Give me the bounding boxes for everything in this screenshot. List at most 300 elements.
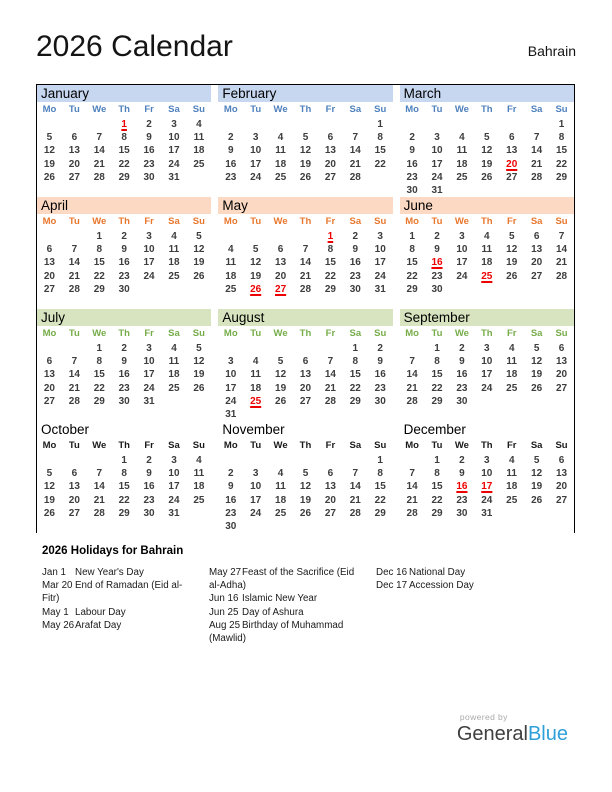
day-cell: 15 — [431, 369, 443, 381]
day-cell: 16 — [143, 481, 155, 493]
day-cell: 5 — [508, 231, 515, 242]
day-cell: 16 — [118, 257, 130, 269]
day-cell: 27 — [531, 270, 543, 282]
day-cell: 27 — [506, 171, 518, 183]
day-cell: 16 — [431, 257, 443, 269]
day-cell: 21 — [531, 158, 543, 170]
weekday-label: Fr — [144, 440, 154, 451]
holiday-date: May 27 — [209, 567, 242, 578]
weekday-label: Su — [192, 328, 205, 339]
weekday-label: Tu — [68, 104, 80, 115]
month-september — [400, 309, 574, 421]
day-cell: 29 — [374, 507, 386, 519]
day-cell: 19 — [506, 257, 518, 269]
month-name: October — [37, 421, 211, 438]
day-cell: 16 — [406, 158, 418, 170]
day-cell: 24 — [481, 494, 493, 506]
day-cell: 31 — [374, 283, 386, 295]
day-cell: 8 — [327, 244, 334, 256]
day-cell: 20 — [531, 257, 543, 269]
day-cell: 11 — [168, 244, 180, 256]
day-cell-empty — [268, 408, 293, 421]
weekday-row — [218, 102, 392, 118]
day-cell-empty — [37, 342, 62, 355]
month-july — [37, 309, 211, 421]
day-cell: 26 — [193, 270, 205, 282]
day-cell: 20 — [299, 382, 312, 394]
holiday-name: Feast of the Sacrifice (Eid al-Adha) — [209, 567, 355, 592]
weekday-label: We — [454, 216, 469, 227]
day-cell-empty — [218, 118, 243, 131]
day-cell: 10 — [143, 356, 155, 368]
weekday-row — [218, 214, 392, 230]
holiday-entry — [209, 592, 376, 605]
day-cell: 10 — [481, 468, 493, 480]
day-cell: 4 — [196, 119, 202, 130]
day-cell-empty — [268, 342, 293, 355]
calendar-grid — [36, 84, 575, 533]
month-name: December — [400, 421, 574, 438]
holiday-entry — [42, 619, 209, 632]
day-cell: 19 — [531, 481, 543, 493]
day-cell: 26 — [506, 270, 518, 282]
month-october — [37, 421, 211, 533]
weekday-row — [400, 102, 574, 118]
day-cell: 21 — [349, 494, 361, 506]
day-cell: 17 — [143, 369, 155, 381]
weekday-row — [218, 438, 392, 454]
day-cell: 21 — [555, 257, 568, 269]
day-cell: 18 — [481, 257, 493, 269]
day-cell: 17 — [456, 257, 468, 269]
day-cell: 9 — [409, 145, 415, 157]
day-cell: 10 — [456, 244, 468, 256]
month-name: November — [218, 421, 392, 438]
day-cell: 21 — [68, 382, 80, 394]
day-cell: 20 — [275, 270, 287, 282]
day-cell: 4 — [171, 231, 177, 242]
day-cell: 5 — [484, 132, 490, 144]
day-cell: 31 — [143, 395, 155, 407]
day-cell: 28 — [68, 395, 80, 407]
holiday-column — [376, 566, 556, 592]
day-cell: 15 — [431, 481, 443, 493]
weekday-label: Tu — [250, 440, 262, 451]
day-cell: 2 — [409, 132, 415, 144]
day-cell-empty — [499, 283, 524, 296]
weekday-row — [37, 438, 211, 454]
day-cell: 22 — [374, 158, 386, 170]
day-cell-empty — [343, 408, 368, 421]
day-cell: 8 — [377, 132, 383, 144]
day-cell: 6 — [46, 244, 53, 256]
day-cell: 19 — [193, 257, 205, 269]
days-grid — [400, 118, 574, 197]
month-june — [400, 197, 574, 309]
day-cell-empty — [524, 283, 549, 296]
day-cell: 2 — [227, 468, 234, 480]
day-cell: 19 — [531, 369, 543, 381]
weekday-label: Sa — [530, 216, 543, 227]
month-name: July — [37, 309, 211, 326]
day-cell: 3 — [171, 455, 177, 466]
day-cell: 21 — [406, 382, 418, 394]
day-cell: 9 — [434, 244, 440, 256]
brand-blue: Blue — [527, 723, 568, 745]
day-cell: 19 — [481, 158, 493, 170]
month-name: August — [218, 309, 392, 326]
weekday-label: Sa — [349, 328, 362, 339]
day-cell: 6 — [71, 132, 78, 144]
day-cell: 7 — [409, 356, 415, 368]
day-cell: 26 — [43, 507, 55, 519]
day-cell: 8 — [121, 132, 127, 144]
weekday-label: We — [92, 216, 107, 227]
day-cell: 21 — [406, 494, 418, 506]
days-grid — [218, 454, 392, 533]
day-cell: 12 — [506, 244, 518, 256]
day-cell: 31 — [168, 507, 180, 519]
day-cell-empty — [524, 184, 549, 197]
day-cell: 18 — [456, 158, 468, 170]
weekday-row — [37, 102, 211, 118]
day-cell-empty — [87, 118, 112, 131]
weekday-row — [37, 326, 211, 342]
day-cell: 20 — [68, 158, 80, 170]
weekday-label: Mo — [42, 104, 57, 115]
brand-wordmark — [457, 723, 568, 745]
weekday-label: Th — [299, 216, 312, 227]
brand-general: General — [456, 723, 528, 745]
day-cell: 8 — [96, 356, 103, 368]
day-cell-empty — [549, 184, 574, 197]
day-cell: 23 — [143, 158, 155, 170]
day-cell: 11 — [193, 468, 205, 480]
day-cell: 2 — [352, 231, 359, 242]
day-cell: 15 — [93, 257, 105, 269]
day-cell: 2 — [146, 119, 152, 130]
powered-by-label: powered by — [459, 712, 508, 722]
day-cell: 20 — [324, 494, 336, 506]
day-cell: 17 — [143, 257, 155, 269]
month-december — [400, 421, 574, 533]
day-cell: 24 — [225, 395, 237, 407]
weekday-label: We — [273, 216, 288, 227]
day-cell: 2 — [459, 455, 465, 466]
weekday-label: Su — [192, 104, 205, 115]
day-cell: 11 — [481, 244, 493, 256]
day-cell: 23 — [225, 171, 237, 183]
day-cell: 29 — [93, 283, 105, 295]
day-cell: 23 — [118, 270, 130, 282]
day-cell: 6 — [327, 468, 334, 480]
day-cell: 4 — [484, 231, 490, 242]
day-cell: 1 — [558, 119, 565, 130]
day-cell: 6 — [533, 231, 540, 242]
day-cell: 21 — [68, 270, 80, 282]
day-cell: 10 — [250, 145, 262, 157]
weekday-label: Tu — [431, 328, 443, 339]
day-cell: 23 — [225, 507, 237, 519]
day-cell-empty — [400, 118, 425, 131]
day-cell-empty — [549, 395, 574, 408]
day-cell: 3 — [227, 356, 234, 368]
weekday-label: Fr — [144, 104, 154, 115]
weekday-label: Fr — [506, 104, 517, 115]
day-cell-empty — [293, 230, 318, 243]
day-cell: 19 — [43, 158, 55, 170]
day-cell: 3 — [146, 343, 152, 354]
days-grid — [400, 230, 574, 296]
day-cell-empty — [293, 520, 318, 533]
day-cell: 28 — [406, 395, 418, 407]
day-cell: 19 — [193, 369, 205, 381]
day-cell-empty — [162, 395, 187, 408]
day-cell-empty — [293, 454, 318, 467]
weekday-label: Su — [555, 328, 568, 339]
weekday-label: Su — [555, 440, 568, 451]
masthead — [36, 30, 576, 64]
day-cell: 1 — [121, 455, 127, 466]
day-cell: 5 — [46, 132, 53, 144]
day-cell: 30 — [118, 395, 130, 407]
day-cell: 22 — [555, 158, 568, 170]
day-cell: 24 — [250, 507, 262, 519]
day-cell: 25 — [275, 171, 287, 183]
day-cell-empty — [186, 283, 211, 296]
day-cell: 7 — [71, 356, 78, 368]
day-cell: 6 — [508, 132, 515, 144]
day-cell: 30 — [374, 395, 386, 407]
day-cell: 29 — [555, 171, 568, 183]
holiday-column — [42, 566, 209, 632]
day-cell-empty — [343, 520, 368, 533]
day-cell-empty — [218, 342, 243, 355]
month-name: April — [37, 197, 211, 214]
day-cell: 22 — [406, 270, 418, 282]
day-cell: 29 — [349, 395, 361, 407]
day-cell: 2 — [121, 231, 127, 242]
day-cell-empty — [243, 342, 268, 355]
day-cell: 10 — [143, 244, 155, 256]
day-cell: 20 — [68, 494, 80, 506]
day-cell: 13 — [555, 468, 568, 480]
day-cell-empty — [549, 283, 574, 296]
weekday-label: Sa — [349, 216, 362, 227]
month-february — [218, 85, 392, 197]
days-grid — [400, 454, 574, 520]
holiday-entry — [376, 579, 556, 592]
day-cell-empty — [243, 118, 268, 131]
day-cell: 29 — [324, 283, 336, 295]
holiday-name: National Day — [409, 567, 466, 578]
day-cell: 12 — [193, 356, 205, 368]
day-cell: 6 — [46, 356, 53, 368]
day-cell: 15 — [374, 481, 386, 493]
weekday-label: Tu — [68, 440, 80, 451]
day-cell-empty — [218, 454, 243, 467]
day-cell: 27 — [555, 494, 568, 506]
day-cell: 10 — [431, 145, 443, 157]
month-november — [218, 421, 392, 533]
day-cell: 28 — [555, 270, 568, 282]
day-cell: 30 — [431, 283, 443, 295]
day-cell-empty — [449, 184, 474, 197]
holiday-name: Accession Day — [409, 580, 474, 592]
holiday-date: Dec 16 — [376, 567, 408, 578]
days-grid — [37, 454, 211, 520]
day-cell: 1 — [96, 231, 103, 242]
day-cell: 29 — [93, 395, 105, 407]
weekday-label: We — [92, 104, 107, 115]
day-cell: 7 — [533, 132, 540, 144]
day-cell: 31 — [481, 507, 493, 519]
weekday-label: Tu — [250, 104, 262, 115]
day-cell: 23 — [349, 270, 361, 282]
day-cell: 11 — [456, 145, 468, 157]
day-cell: 17 — [431, 158, 443, 170]
day-cell: 8 — [434, 468, 440, 480]
day-cell: 28 — [93, 171, 105, 183]
day-cell: 20 — [555, 369, 568, 381]
day-cell: 28 — [324, 395, 336, 407]
day-cell: 14 — [93, 481, 105, 493]
day-cell: 7 — [352, 132, 359, 144]
day-cell: 9 — [459, 468, 465, 480]
weekday-label: Mo — [223, 328, 238, 339]
day-cell: 30 — [143, 171, 155, 183]
weekday-label: We — [92, 440, 107, 451]
day-cell: 30 — [456, 395, 468, 407]
day-cell: 22 — [374, 494, 386, 506]
weekday-label: Mo — [42, 440, 57, 451]
day-cell: 7 — [71, 244, 78, 256]
day-cell: 15 — [118, 481, 130, 493]
day-cell: 10 — [168, 468, 180, 480]
day-cell: 22 — [431, 494, 443, 506]
day-cell: 17 — [374, 257, 386, 269]
day-cell: 5 — [533, 455, 540, 466]
day-cell-empty — [318, 118, 343, 131]
day-cell: 26 — [193, 382, 205, 394]
day-cell: 28 — [349, 507, 361, 519]
day-cell: 14 — [555, 244, 568, 256]
day-cell: 9 — [352, 244, 359, 256]
day-cell: 16 — [225, 494, 237, 506]
day-cell: 28 — [406, 507, 418, 519]
day-cell: 10 — [250, 481, 262, 493]
day-cell: 16 — [349, 257, 361, 269]
day-cell: 20 — [506, 158, 518, 170]
day-cell: 1 — [96, 343, 103, 354]
day-cell: 11 — [168, 356, 180, 368]
holiday-date: Jun 16 — [209, 593, 239, 605]
day-cell: 27 — [68, 171, 80, 183]
day-cell: 28 — [68, 283, 80, 295]
weekday-label: Su — [374, 440, 387, 451]
holiday-date: May 1 — [42, 606, 69, 618]
country-label: Bahrain — [527, 43, 576, 59]
day-cell-empty — [318, 454, 343, 467]
weekday-label: Fr — [325, 328, 336, 339]
day-cell: 24 — [481, 382, 493, 394]
day-cell-empty — [474, 118, 499, 131]
day-cell: 14 — [299, 257, 312, 269]
day-cell: 15 — [349, 369, 361, 381]
day-cell: 13 — [555, 356, 568, 368]
weekday-label: Sa — [530, 104, 543, 115]
day-cell: 3 — [252, 132, 259, 144]
day-cell: 6 — [302, 356, 309, 368]
weekday-label: We — [454, 440, 469, 451]
day-cell: 8 — [409, 244, 415, 256]
weekday-label: Tu — [431, 104, 443, 115]
day-cell: 12 — [481, 145, 493, 157]
day-cell: 18 — [250, 382, 262, 394]
weekday-label: Th — [481, 440, 493, 451]
month-name: September — [400, 309, 574, 326]
day-cell: 17 — [250, 158, 262, 170]
day-cell: 7 — [352, 468, 359, 480]
day-cell-empty — [186, 171, 211, 184]
day-cell: 4 — [252, 356, 259, 368]
day-cell: 20 — [555, 481, 568, 493]
weekday-label: Fr — [506, 216, 517, 227]
weekday-label: Tu — [68, 216, 80, 227]
day-cell: 12 — [299, 145, 312, 157]
holiday-name: Arafat Day — [75, 619, 122, 631]
weekday-label: Fr — [506, 440, 517, 451]
day-cell: 1 — [121, 119, 127, 130]
day-cell: 15 — [324, 257, 336, 269]
day-cell: 9 — [377, 356, 383, 368]
day-cell: 24 — [168, 494, 180, 506]
page-title: 2026 Calendar — [36, 30, 233, 63]
day-cell: 12 — [250, 257, 262, 269]
day-cell: 21 — [349, 158, 361, 170]
holiday-date: Aug 25 — [209, 619, 241, 631]
month-april — [37, 197, 211, 309]
day-cell: 1 — [434, 455, 440, 466]
day-cell: 1 — [377, 455, 383, 466]
weekday-label: Mo — [42, 328, 57, 339]
day-cell-empty — [368, 520, 393, 533]
day-cell: 23 — [406, 171, 418, 183]
day-cell-empty — [449, 283, 474, 296]
day-cell: 4 — [508, 343, 515, 354]
weekday-row — [400, 214, 574, 230]
day-cell-empty — [268, 230, 293, 243]
day-cell: 26 — [299, 171, 312, 183]
day-cell: 15 — [93, 369, 105, 381]
day-cell: 18 — [275, 494, 287, 506]
day-cell: 28 — [299, 283, 312, 295]
day-cell: 9 — [121, 356, 127, 368]
day-cell-empty — [37, 454, 62, 467]
day-cell: 5 — [302, 468, 309, 480]
day-cell: 16 — [225, 158, 237, 170]
day-cell-empty — [524, 395, 549, 408]
weekday-label: Su — [555, 216, 568, 227]
day-cell: 23 — [431, 270, 443, 282]
holiday-name: Islamic New Year — [242, 593, 318, 605]
weekday-label: Su — [374, 216, 387, 227]
day-cell: 24 — [431, 171, 443, 183]
day-cell: 26 — [275, 395, 287, 407]
holiday-date: May 26 — [42, 619, 75, 631]
day-cell: 14 — [531, 145, 543, 157]
day-cell: 27 — [43, 283, 55, 295]
